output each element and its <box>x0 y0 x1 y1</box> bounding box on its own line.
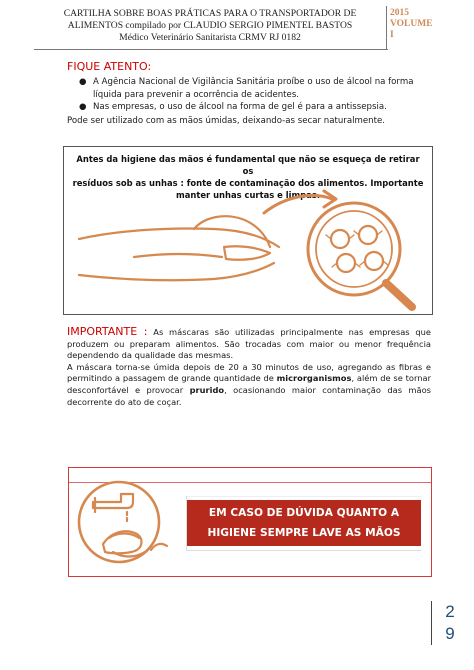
page-number <box>435 601 465 645</box>
list-item <box>79 101 427 114</box>
importante-paragraph-2 <box>67 362 431 408</box>
importante-text-1: As máscaras são utilizadas principalmente nas empresas que produzem ou preparam alimentos. São trocadas com maior ou menor frequência dependendo da qualidade das mesmas. <box>67 327 431 361</box>
fique-atento-section <box>67 60 427 127</box>
page-number-top: 2 <box>445 602 455 621</box>
importante-title: IMPORTANTE : <box>67 325 148 338</box>
list-item <box>79 76 427 101</box>
callout-rule-top <box>187 496 421 497</box>
header-rule <box>34 49 388 50</box>
handwashing-illustration <box>73 472 177 572</box>
hygiene-line-2: resíduos sob as unhas : fonte de contaminação dos alimentos. Importante <box>72 178 424 188</box>
importante-paragraph-1 <box>67 326 431 362</box>
header-divider <box>386 6 387 50</box>
header-line-3: Médico Veterinário Sanitarista CRMV RJ 0182 <box>119 32 301 43</box>
importante-text-2a: A máscara torna-se úmida depois de 20 a 30 minutos de uso, agregando as fibras e permitindo a passagem de grande quantidade de <box>67 361 431 384</box>
page-number-divider <box>431 601 432 645</box>
bullet-text: Nas empresas, o uso de álcool na forma de gel é para a antissepsia. <box>93 102 387 112</box>
importante-term-microrganismos: microrganismos <box>276 373 352 384</box>
badge-volume: VOLUME <box>390 19 433 29</box>
badge-year: 2015 <box>390 8 409 18</box>
wash-hands-callout <box>68 467 432 577</box>
volume-badge <box>390 8 433 41</box>
page-number-bottom: 9 <box>445 624 455 643</box>
header-line-2: ALIMENTOS compilado por CLAUDIO SERGIO PIMENTEL BASTOS <box>67 20 353 31</box>
fique-atento-note: Pode ser utilizado com as mãos úmidas, deixando-as secar naturalmente. <box>67 115 385 126</box>
callout-line-2: HIGIENE SEMPRE LAVE AS MÃOS <box>207 527 401 539</box>
callout-banner <box>187 500 421 546</box>
importante-text-2c: , além de se tornar desconfortável e provocar <box>67 373 431 395</box>
fique-atento-title: FIQUE ATENTO: <box>67 60 152 73</box>
fique-atento-list <box>67 76 427 114</box>
bullet-icon: ● <box>79 77 87 87</box>
hygiene-box <box>63 146 433 315</box>
header-line-1: CARTILHA SOBRE BOAS PRÁTICAS PARA O TRANSPORTADOR DE <box>63 8 357 19</box>
callout-rule-bottom <box>187 550 421 551</box>
callout-line-1: EM CASO DE DÚVIDA QUANTO A <box>208 507 400 519</box>
badge-number: I <box>390 30 394 40</box>
document-header <box>34 8 386 44</box>
importante-term-prurido: prurido <box>189 384 225 395</box>
hygiene-line-1: Antes da higiene das mãos é fundamental que não se esqueça de retirar os <box>76 154 420 176</box>
importante-text-2e: , ocasionando maior contaminação das mãos decorrente do ato de coçar. <box>67 384 431 407</box>
hygiene-line-3: manter unhas curtas e limpas. <box>176 190 320 200</box>
bullet-text: A Agência Nacional de Vigilância Sanitária proíbe o uso de álcool na forma líquida para prevenir a ocorrência de acidentes. <box>93 77 414 100</box>
bullet-icon: ● <box>79 102 87 112</box>
importante-section <box>67 326 431 408</box>
fingernail-magnifier-illustration <box>74 187 424 312</box>
